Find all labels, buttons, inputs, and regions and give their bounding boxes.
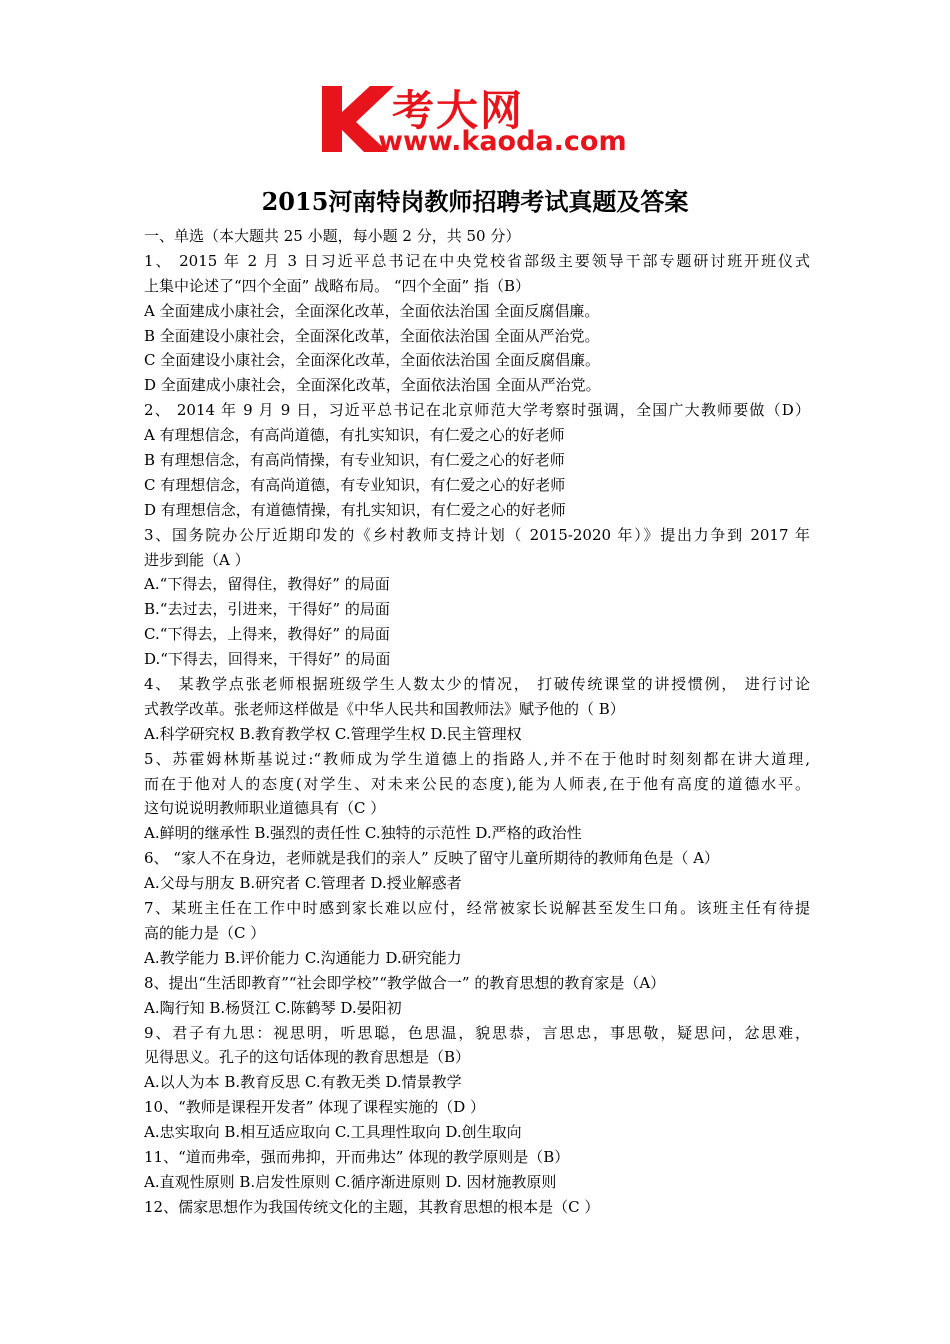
- text-line: B 有理想信念，有高尚情操，有专业知识，有仁爱之心的好老师: [144, 451, 565, 470]
- text-line: A 有理想信念，有高尚道德，有扎实知识，有仁爱之心的好老师: [144, 426, 565, 445]
- text-line: 进步到能（A ）: [144, 550, 250, 569]
- text-line: A.陶行知 B.杨贤江 C.陈鹤琴 D.晏阳初: [144, 998, 402, 1017]
- text-line: 式教学改革。张老师这样做是《中华人民共和国教师法》赋予他的（ B）: [144, 699, 625, 718]
- kaoda-logo: [318, 82, 640, 160]
- text-line: 见得思义。孔子的这句话体现的教育思想是（B）: [144, 1048, 471, 1067]
- text-line: B 全面建设小康社会，全面深化改革，全面依法治国 全面从严治党。: [144, 326, 600, 345]
- text-line: 10、“教师是课程开发者” 体现了课程实施的（D ）: [144, 1098, 485, 1117]
- text-line: A 全面建成小康社会，全面深化改革，全面依法治国 全面反腐倡廉。: [144, 301, 600, 320]
- text-line: D 全面建成小康社会，全面深化改革，全面依法治国 全面从严治党。: [144, 376, 601, 395]
- text-line: 9、君子有九思：视思明，听思聪，色思温，貌思恭，言思忠，事思敬，疑思问，忿思难，: [144, 1023, 810, 1042]
- text-line: 7、某班主任在工作中时感到家长难以应付，经常被家长说解甚至发生口角。该班主任有待提: [144, 899, 810, 918]
- text-line: A.父母与朋友 B.研究者 C.管理者 D.授业解惑者: [144, 874, 462, 893]
- text-line: 一、单选（本大题共 25 小题，每小题 2 分，共 50 分）: [144, 227, 521, 245]
- text-line: 3、国务院办公厅近期印发的《乡村教师支持计划（ 2015-2020 年）》提出力争到 2017 年: [144, 525, 810, 544]
- text-line: A.教学能力 B.评价能力 C.沟通能力 D.研究能力: [144, 948, 462, 967]
- question-text: [144, 224, 810, 1220]
- text-line: C.“下得去，上得来，教得好” 的局面: [144, 625, 390, 644]
- document-title: 2015河南特岗教师招聘考试真题及答案: [261, 187, 689, 216]
- logo-brand-text: 考大网: [392, 86, 525, 135]
- text-line: A.科学研究权 B.教育教学权 C.管理学生权 D.民主管理权: [144, 724, 522, 743]
- text-line: 4、 某教学点张老师根据班级学生人数太少的情况， 打破传统课堂的讲授惯例， 进行讨论: [144, 675, 810, 694]
- text-line: 上集中论述了“四个全面” 战略布局。 “四个全面” 指（B）: [144, 276, 531, 295]
- text-line: A.以人为本 B.教育反思 C.有教无类 D.情景教学: [144, 1073, 462, 1092]
- text-line: B.“去过去，引进来，干得好” 的局面: [144, 600, 390, 619]
- text-line: D 有理想信念，有道德情操，有扎实知识，有仁爱之心的好老师: [144, 500, 566, 519]
- text-line: 8、提出“生活即教育”“社会即学校”“教学做合一” 的教育思想的教育家是（A）: [144, 973, 666, 992]
- text-line: 2、 2014 年 9 月 9 日，习近平总书记在北京师范大学考察时强调，全国广大教师要做（D）: [144, 401, 810, 420]
- text-line: C 有理想信念，有高尚道德，有专业知识，有仁爱之心的好老师: [144, 475, 566, 494]
- text-line: 高的能力是（C ）: [144, 923, 266, 942]
- text-line: A.鲜明的继承性 B.强烈的责任性 C.独特的示范性 D.严格的政治性: [144, 824, 582, 843]
- text-line: A.“下得去，留得住，教得好” 的局面: [144, 575, 390, 594]
- text-line: 6、 “家人不在身边，老师就是我们的亲人” 反映了留守儿童所期待的教师角色是（ A）: [144, 849, 720, 868]
- text-line: D.“下得去，回得来，干得好” 的局面: [144, 650, 391, 669]
- text-line: 1、 2015 年 2 月 3 日习近平总书记在中央党校省部级主要领导干部专题研讨班开班仪式: [144, 251, 810, 270]
- text-line: 11、“道而弗牵，强而弗抑，开而弗达” 体现的教学原则是（B）: [144, 1147, 570, 1166]
- text-line: A.忠实取向 B.相互适应取向 C.工具理性取向 D.创生取向: [144, 1123, 522, 1142]
- text-line: 这句说说明教师职业道德具有（C ）: [144, 799, 386, 818]
- text-line: 12、儒家思想作为我国传统文化的主题，其教育思想的根本是（C ）: [144, 1197, 600, 1216]
- text-line: C 全面建设小康社会，全面深化改革，全面依法治国 全面反腐倡廉。: [144, 351, 601, 370]
- text-line: 而在于他对人的态度(对学生、对未来公民的态度),能为人师表,在于他有高度的道德水平。: [144, 774, 810, 793]
- text-line: 5、苏霍姆林斯基说过:“教师成为学生道德上的指路人,并不在于他时时刻刻都在讲大道理,: [144, 749, 810, 768]
- text-line: A.直观性原则 B.启发性原则 C.循序渐进原则 D. 因材施教原则: [144, 1172, 557, 1191]
- logo-url-text: www.kaoda.com: [378, 126, 627, 157]
